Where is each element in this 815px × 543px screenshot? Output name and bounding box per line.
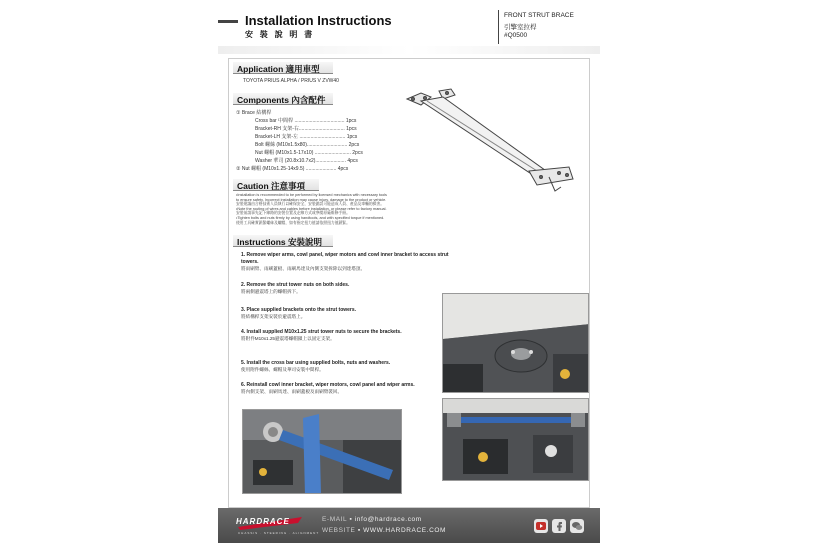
instruction-step-2	[241, 282, 451, 295]
component-label: Cross bar 中間桿 ....................................	[255, 118, 345, 124]
bullet-icon: ▪	[349, 516, 353, 523]
component-qty: 1pcs	[346, 134, 358, 140]
page-title: Installation Instructions	[245, 13, 392, 28]
product-name: FRONT STRUT BRACE	[504, 12, 574, 19]
caution-line: •Installation is recommended to be performed by licensed mechanics with necessary tools	[236, 193, 387, 197]
instruction-step-5	[241, 360, 451, 373]
email-label: E-MAIL	[322, 516, 348, 523]
strut-brace-illustration	[399, 87, 579, 197]
website-link[interactable]	[322, 527, 446, 534]
wechat-icon[interactable]	[570, 519, 584, 533]
website-label: WEBSITE	[322, 527, 356, 534]
email-link[interactable]	[322, 516, 422, 523]
instructions-heading-zh: 安裝說明	[288, 238, 323, 248]
caution-text	[236, 193, 432, 225]
brand-tagline: CHASSIS · STEERING · ALIGNMENT	[238, 531, 320, 535]
component-label: Bracket-RH 支架-右.................................	[255, 126, 345, 132]
caution-line: 安裝前請事先記下線路的安裝位置及走線方式或參閱原廠維修手冊。	[236, 211, 350, 216]
component-label: ① Brace 結構桿	[236, 110, 272, 116]
part-number: #Q0500	[504, 32, 528, 39]
application-heading-en: Application	[237, 64, 284, 74]
instruction-step-1	[241, 252, 451, 272]
content-panel	[228, 58, 590, 508]
instruction-step-6	[241, 382, 451, 395]
caution-line: to ensure safety. Incorrect installation may cause injury, damage to the product or vehicle.	[236, 197, 387, 202]
caution-line: 使用工具確實鎖緊螺絲及螺帽，如有指定扭力值請依照扭力值鎖緊。	[236, 220, 350, 225]
caution-line: •Note the routing of wires and cables before installation, or please refer to factory manual.	[236, 206, 387, 211]
installed-brace-overview-photo	[442, 398, 589, 481]
caution-heading-en: Caution	[237, 181, 269, 191]
instructions-heading-en: Instructions	[237, 237, 286, 247]
step-text-en: 1. Remove wiper arms, cowl panel, wiper motors and cowl inner bracket to access strut towers.	[241, 252, 449, 265]
step-text-zh: 將附件M10x1.25避震塔螺帽鎖上以固定支架。	[241, 336, 335, 341]
component-qty: 4pcs	[337, 166, 349, 172]
footer	[218, 508, 600, 543]
component-item	[255, 133, 357, 140]
youtube-icon[interactable]	[534, 519, 548, 533]
caution-line: 安裝建議由合格技術人員執行以確保安全，安裝錯誤可能造成人員、產品及車輛的損害。	[236, 202, 385, 207]
application-heading	[233, 62, 333, 74]
website-value: WWW.HARDRACE.COM	[363, 527, 447, 534]
component-label: Washer 華司 (20.8x10.7x2)......................	[255, 158, 346, 164]
component-item	[255, 141, 359, 148]
instructions-heading	[233, 235, 333, 247]
step-text-zh: 將兩側避震塔上的螺帽拆下。	[241, 289, 301, 294]
component-item	[236, 109, 271, 116]
application-text: TOYOTA PRIUS ALPHA / PRIUS V ZVW40	[243, 78, 339, 84]
step-text-en: 5. Install the cross bar using supplied bolts, nuts and washers.	[241, 360, 391, 366]
component-label: Bolt 螺絲 (M10x1.5x80).............................	[255, 142, 348, 148]
header	[218, 0, 600, 46]
step-text-zh: 將內側支架、雨刷馬達、雨刷蓋板及雨刷臂裝回。	[241, 389, 343, 394]
instruction-sheet	[218, 0, 600, 543]
header-divider	[498, 10, 499, 44]
components-heading-en: Components	[237, 95, 289, 105]
strut-tower-photo	[442, 293, 589, 393]
component-label: Bracket-LH 支架-左 .................................	[255, 134, 346, 140]
step-text-en: 4. Install supplied M10x1.25 strut tower nuts to secure the brackets.	[241, 329, 402, 335]
component-qty: 2pcs	[348, 142, 360, 148]
instruction-step-4	[241, 329, 451, 342]
component-item	[255, 117, 356, 124]
title-accent-bar	[218, 20, 238, 23]
header-band	[218, 46, 600, 54]
step-text-en: 6. Reinstall cowl inner bracket, wiper motors, cowl panel and wiper arms.	[241, 382, 415, 388]
caution-heading	[233, 179, 319, 191]
component-qty: 1pcs	[345, 118, 357, 124]
component-qty: 4pcs	[347, 158, 358, 164]
product-name-zh: 引擎室拉桿	[504, 24, 537, 31]
caution-line: •Tighten bolts and nuts firmly by using handtools, and with specified torque if mentioned.	[236, 215, 385, 220]
step-text-zh: 將雨刷臂、雨刷蓋板、雨刷馬達及內側支架拆除以到達塔頂。	[241, 266, 366, 271]
instruction-step-3	[241, 307, 451, 320]
brand-name: HARDRACE	[236, 517, 290, 526]
components-heading	[233, 93, 333, 105]
step-text-en: 2. Remove the strut tower nuts on both sides.	[241, 282, 350, 288]
component-item	[255, 157, 358, 164]
page-subtitle: 安 裝 說 明 書	[245, 29, 315, 39]
component-label: ② Nut 螺帽 (M10x1.25-14x9.5) ......................	[236, 166, 337, 172]
facebook-icon[interactable]	[552, 519, 566, 533]
step-text-en: 3. Place supplied brackets onto the strut towers.	[241, 307, 357, 313]
step-text-zh: 將結構桿支架安裝於避震塔上。	[241, 314, 306, 319]
component-qty: 2pcs	[352, 150, 363, 156]
step-text-zh: 使用附件螺絲、螺帽及華司安裝中間桿。	[241, 367, 324, 372]
component-item	[255, 149, 363, 156]
application-heading-zh: 適用車型	[285, 65, 320, 75]
email-value: info@hardrace.com	[354, 516, 422, 523]
component-label: Nut 螺帽 (M10x1.5-17x10) ..........................	[255, 150, 351, 156]
components-heading-zh: 內含配件	[291, 96, 326, 106]
component-item	[255, 125, 357, 132]
bullet-icon: ▪	[357, 527, 361, 534]
component-qty: 1pcs	[346, 126, 357, 132]
installed-brace-closeup-photo	[242, 409, 402, 494]
caution-heading-zh: 注意事項	[271, 182, 306, 192]
component-item	[236, 165, 348, 172]
